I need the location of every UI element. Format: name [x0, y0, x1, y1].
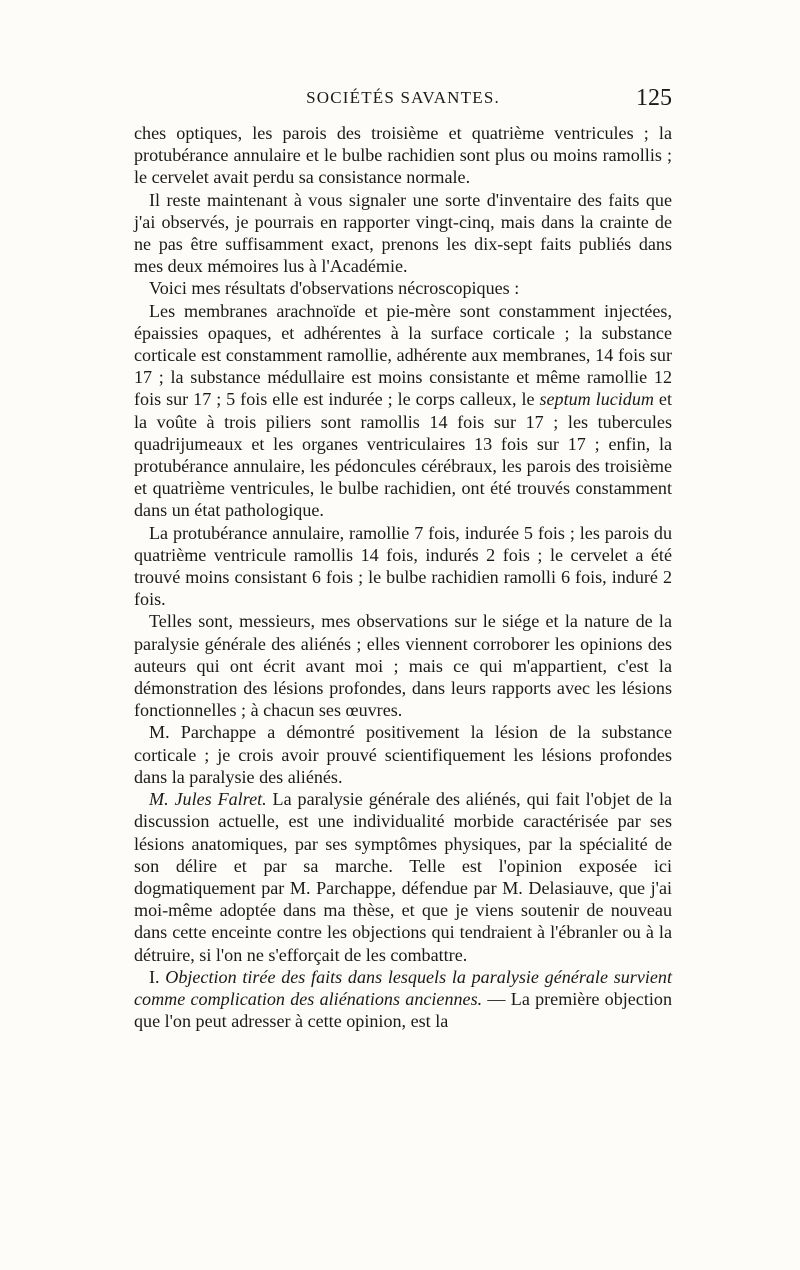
section-number: I.: [149, 966, 166, 987]
section-title: Objection tirée des faits dans lesquels la paralysie générale survient comme complication des aliénations anciennes.: [134, 966, 672, 1009]
paragraph-text: et la voûte à trois piliers sont ramollis 14 fois sur 17 ; les tubercules quadrijumeaux et les organes ventriculaires 13 fois sur 17 ; enfin, la protubérance annulaire, les pédoncules cérébraux, les parois des troisième et quatrième ventricules, le bulbe rachidien, ont été trouvés constamment dans un état pathologique.: [134, 389, 672, 521]
paragraph: [134, 721, 672, 788]
paragraph: [134, 788, 672, 966]
paragraph-text: La protubérance annulaire, ramollie 7 fois, indurée 5 fois ; les parois du quatrième ventricule ramollis 14 fois, indurés 2 fois ; le cervelet a été trouvé moins consistant 6 fois ; le bulbe rachidien ramolli 6 fois, induré 2 fois.: [134, 522, 672, 610]
page-header: [134, 85, 672, 118]
latin-term: septum lucidum: [539, 389, 654, 410]
paragraph: [134, 277, 672, 299]
paragraph-text: La paralysie générale des aliénés, qui fait l'objet de la discussion actuelle, est une individualité morbide caractérisée par ses lésions anatomiques, par ses symptômes physiques, par la spécialité de son délire et par sa marche. Telle est l'opinion exposée ici dogmatiquement par M. Parchappe, défendue par M. Delasiauve, que j'ai moi-même adoptée dans ma thèse, et que je viens soutenir de nouveau dans cette enceinte contre les objections qui tendraient à l'ébranler ou à la détruire, si l'on ne s'efforçait de les combattre.: [134, 789, 672, 965]
paragraph: [134, 189, 672, 278]
paragraph: [134, 966, 672, 1033]
body-text: [134, 122, 672, 1032]
paragraph: [134, 122, 672, 189]
paragraph-text: Il reste maintenant à vous signaler une sorte d'inventaire des faits que j'ai observés, je pourrais en rapporter vingt-cinq, mais dans la crainte de ne pas être suffisamment exact, prenons les dix-sept faits publiés dans mes deux mémoires lus à l'Académie.: [134, 189, 672, 277]
paragraph-text: M. Parchappe a démontré positivement la lésion de la substance corticale ; je crois avoir prouvé scientifiquement les lésions profondes dans la paralysie des aliénés.: [134, 722, 672, 787]
paragraph-text: Telles sont, messieurs, mes observations sur le siége et la nature de la paralysie générale des aliénés ; elles viennent corroborer les opinions des auteurs qui ont écrit avant moi ; mais ce qui m'appartient, c'est la démonstration des lésions profondes, dans leurs rapports avec les lésions fonctionnelles ; à chacun ses œuvres.: [134, 611, 672, 721]
paragraph-text: Les membranes arachnoïde et pie-mère sont constamment injectées, épaissies opaques, et adhérentes à la surface corticale ; la substance corticale est constamment ramollie, adhérente aux membranes, 14 fois sur 17 ; la substance médullaire est moins consistante et même ramollie 12 fois sur 17 ; 5 fois elle est indurée ; le corps calleux, le: [134, 300, 672, 410]
page-number: 125: [636, 85, 672, 111]
paragraph: [134, 522, 672, 611]
paragraph: [134, 300, 672, 522]
paragraph: [134, 610, 672, 721]
speaker-name: M. Jules Falret.: [149, 789, 267, 810]
paragraph-text: — La première objection que l'on peut adresser à cette opinion, est la: [134, 988, 672, 1032]
paragraph-text: ches optiques, les parois des troisième et quatrième ventricules ; la protubérance annulaire et le bulbe rachidien sont plus ou moins ramollis ; le cervelet avait perdu sa consistance normale.: [134, 123, 672, 188]
paragraph-text: Voici mes résultats d'observations nécroscopiques :: [149, 278, 520, 299]
running-head: SOCIÉTÉS SAVANTES.: [306, 88, 500, 107]
